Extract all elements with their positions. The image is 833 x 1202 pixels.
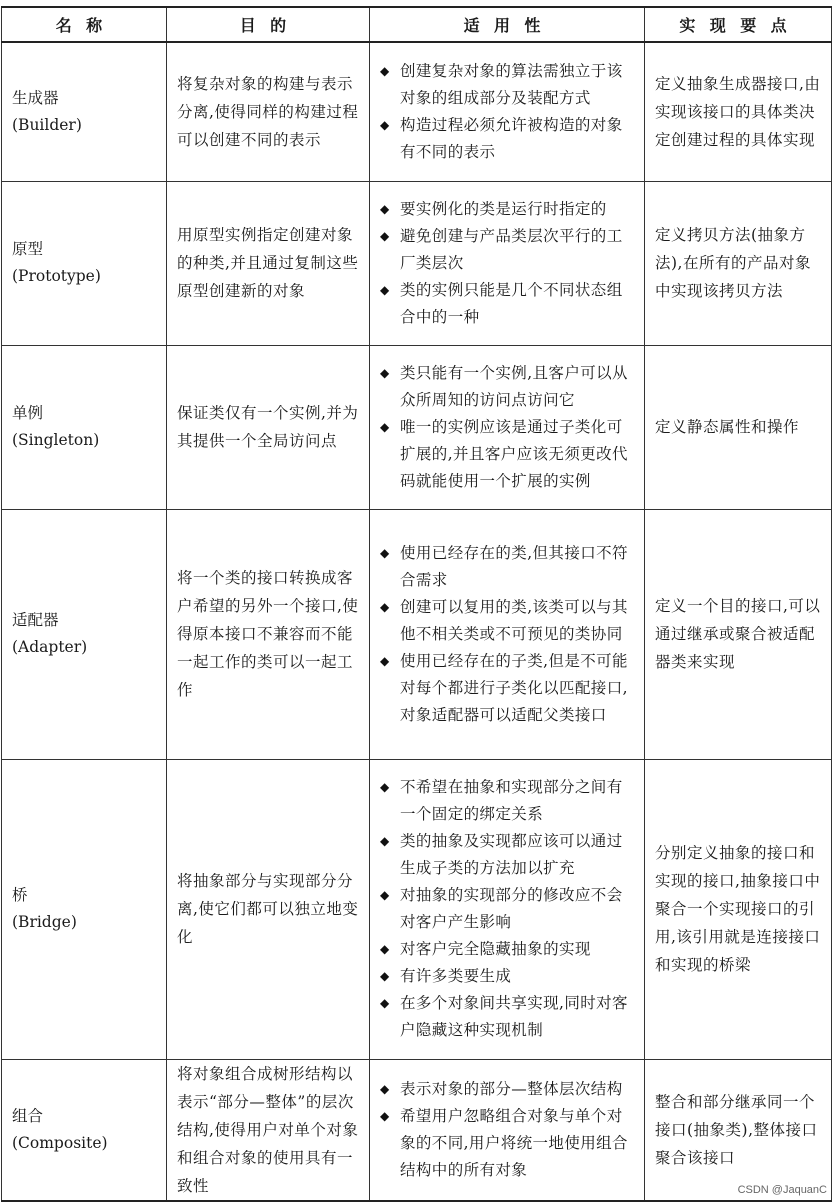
pattern-keypoints: 定义拷贝方法(抽象方法),在所有的产品对象中实现该拷贝方法	[645, 181, 832, 345]
applicability-item: ◆ 创建可以复用的类,该类可以与其他不相关类或不可预见的类协同	[380, 594, 634, 648]
pattern-purpose: 将复杂对象的构建与表示分离,使得同样的构建过程可以创建不同的表示	[167, 42, 370, 181]
pattern-purpose: 用原型实例指定创建对象的种类,并且通过复制这些原型创建新的对象	[167, 181, 370, 345]
applicability-item: ◆ 唯一的实例应该是通过子类化可扩展的,并且客户应该无须更改代码就能使用一个扩展的实例	[380, 414, 634, 495]
bullet-diamond-icon: ◆	[380, 599, 390, 614]
header-row	[2, 7, 832, 42]
applicability-list	[380, 540, 634, 729]
pattern-applicability	[370, 759, 645, 1059]
applicability-item: ◆ 在多个对象间共享实现,同时对客户隐藏这种实现机制	[380, 990, 634, 1044]
applicability-list	[380, 360, 634, 495]
bullet-diamond-icon: ◆	[380, 201, 390, 216]
applicability-item: ◆ 类只能有一个实例,且客户可以从众所周知的访问点访问它	[380, 360, 634, 414]
applicability-item: ◆ 创建复杂对象的算法需独立于该对象的组成部分及装配方式	[380, 58, 634, 112]
bullet-diamond-icon: ◆	[380, 419, 390, 434]
pattern-name-cell	[2, 509, 167, 759]
table-row	[2, 181, 832, 345]
pattern-name-cell	[2, 181, 167, 345]
pattern-purpose: 将一个类的接口转换成客户希望的另外一个接口,使得原本接口不兼容而不能一起工作的类可以一起工作	[167, 509, 370, 759]
table-row	[2, 42, 832, 181]
bullet-diamond-icon: ◆	[380, 653, 390, 668]
bullet-diamond-icon: ◆	[380, 780, 390, 794]
pattern-name-en: (Singleton)	[12, 431, 100, 449]
header-applicability: 适用性	[370, 7, 645, 42]
table-row	[2, 345, 832, 509]
bullet-diamond-icon: ◆	[380, 365, 390, 380]
bullet-diamond-icon: ◆	[380, 969, 390, 983]
applicability-item: ◆ 使用已经存在的子类,但是不可能对每个都进行子类化以匹配接口,对象适配器可以适配父类接口	[380, 648, 634, 729]
table-row	[2, 509, 832, 759]
applicability-item: ◆ 类的实例只能是几个不同状态组合中的一种	[380, 277, 634, 331]
applicability-item: ◆ 对抽象的实现部分的修改应不会对客户产生影响	[380, 882, 634, 936]
pattern-purpose: 保证类仅有一个实例,并为其提供一个全局访问点	[167, 345, 370, 509]
pattern-name-cn: 单例	[12, 404, 44, 422]
pattern-purpose: 将抽象部分与实现部分分离,使它们都可以独立地变化	[167, 759, 370, 1059]
bullet-diamond-icon: ◆	[380, 1081, 390, 1096]
bullet-diamond-icon: ◆	[380, 888, 390, 902]
table-row	[2, 759, 832, 1059]
pattern-name-cn: 桥	[12, 886, 28, 904]
applicability-item: ◆ 对客户完全隐藏抽象的实现	[380, 936, 634, 963]
applicability-list	[380, 774, 634, 1044]
applicability-item: ◆ 构造过程必须允许被构造的对象有不同的表示	[380, 112, 634, 166]
pattern-applicability	[370, 345, 645, 509]
pattern-keypoints: 整合和部分继承同一个接口(抽象类),整体接口聚合该接口	[645, 1059, 832, 1201]
header-name: 名称	[2, 7, 167, 42]
applicability-list	[380, 58, 634, 166]
bullet-diamond-icon: ◆	[380, 1108, 390, 1123]
pattern-name-cell	[2, 345, 167, 509]
pattern-applicability	[370, 1059, 645, 1201]
pattern-name-en: (Prototype)	[12, 267, 101, 285]
pattern-name-en: (Builder)	[12, 115, 82, 134]
pattern-applicability	[370, 42, 645, 181]
pattern-name-en: (Adapter)	[12, 638, 88, 656]
applicability-item: ◆ 类的抽象及实现都应该可以通过生成子类的方法加以扩充	[380, 828, 634, 882]
pattern-applicability	[370, 181, 645, 345]
bullet-diamond-icon: ◆	[380, 228, 390, 243]
applicability-item: ◆ 使用已经存在的类,但其接口不符合需求	[380, 540, 634, 594]
pattern-name-en: (Composite)	[12, 1133, 108, 1152]
bullet-diamond-icon: ◆	[380, 117, 390, 132]
pattern-name-cn: 组合	[12, 1106, 44, 1125]
header-purpose: 目的	[167, 7, 370, 42]
bullet-diamond-icon: ◆	[380, 942, 390, 956]
applicability-item: ◆ 要实例化的类是运行时指定的	[380, 196, 634, 223]
bullet-diamond-icon: ◆	[380, 63, 390, 78]
pattern-name-cn: 生成器	[12, 88, 59, 107]
pattern-name-cell	[2, 1059, 167, 1201]
pattern-name-en: (Bridge)	[12, 913, 77, 931]
table-row	[2, 1059, 832, 1201]
bullet-diamond-icon: ◆	[380, 545, 390, 560]
applicability-item: ◆ 不希望在抽象和实现部分之间有一个固定的绑定关系	[380, 774, 634, 828]
bullet-diamond-icon: ◆	[380, 282, 390, 297]
pattern-purpose: 将对象组合成树形结构以表示“部分—整体”的层次结构,使得用户对单个对象和组合对象的使用具有一致性	[167, 1059, 370, 1201]
pattern-name-cn: 适配器	[12, 611, 59, 629]
pattern-keypoints: 分别定义抽象的接口和实现的接口,抽象接口中聚合一个实现接口的引用,该引用就是连接接口和实现的桥梁	[645, 759, 832, 1059]
applicability-list	[380, 196, 634, 331]
pattern-keypoints: 定义抽象生成器接口,由实现该接口的具体类决定创建过程的具体实现	[645, 42, 832, 181]
pattern-name-cn: 原型	[12, 240, 44, 258]
pattern-name-cell	[2, 759, 167, 1059]
applicability-item: ◆ 希望用户忽略组合对象与单个对象的不同,用户将统一地使用组合结构中的所有对象	[380, 1103, 634, 1184]
bullet-diamond-icon: ◆	[380, 996, 390, 1010]
applicability-list	[380, 1076, 634, 1184]
header-keypoints: 实现要点	[645, 7, 832, 42]
pattern-keypoints: 定义一个目的接口,可以通过继承或聚合被适配器类来实现	[645, 509, 832, 759]
pattern-name-cell	[2, 42, 167, 181]
design-pattern-table	[1, 6, 832, 1202]
watermark: CSDN @JaquanC	[737, 1184, 827, 1196]
bullet-diamond-icon: ◆	[380, 834, 390, 848]
pattern-applicability	[370, 509, 645, 759]
applicability-item: ◆ 避免创建与产品类层次平行的工厂类层次	[380, 223, 634, 277]
applicability-item: ◆ 有许多类要生成	[380, 963, 634, 990]
pattern-keypoints: 定义静态属性和操作	[645, 345, 832, 509]
applicability-item: ◆ 表示对象的部分—整体层次结构	[380, 1076, 634, 1103]
